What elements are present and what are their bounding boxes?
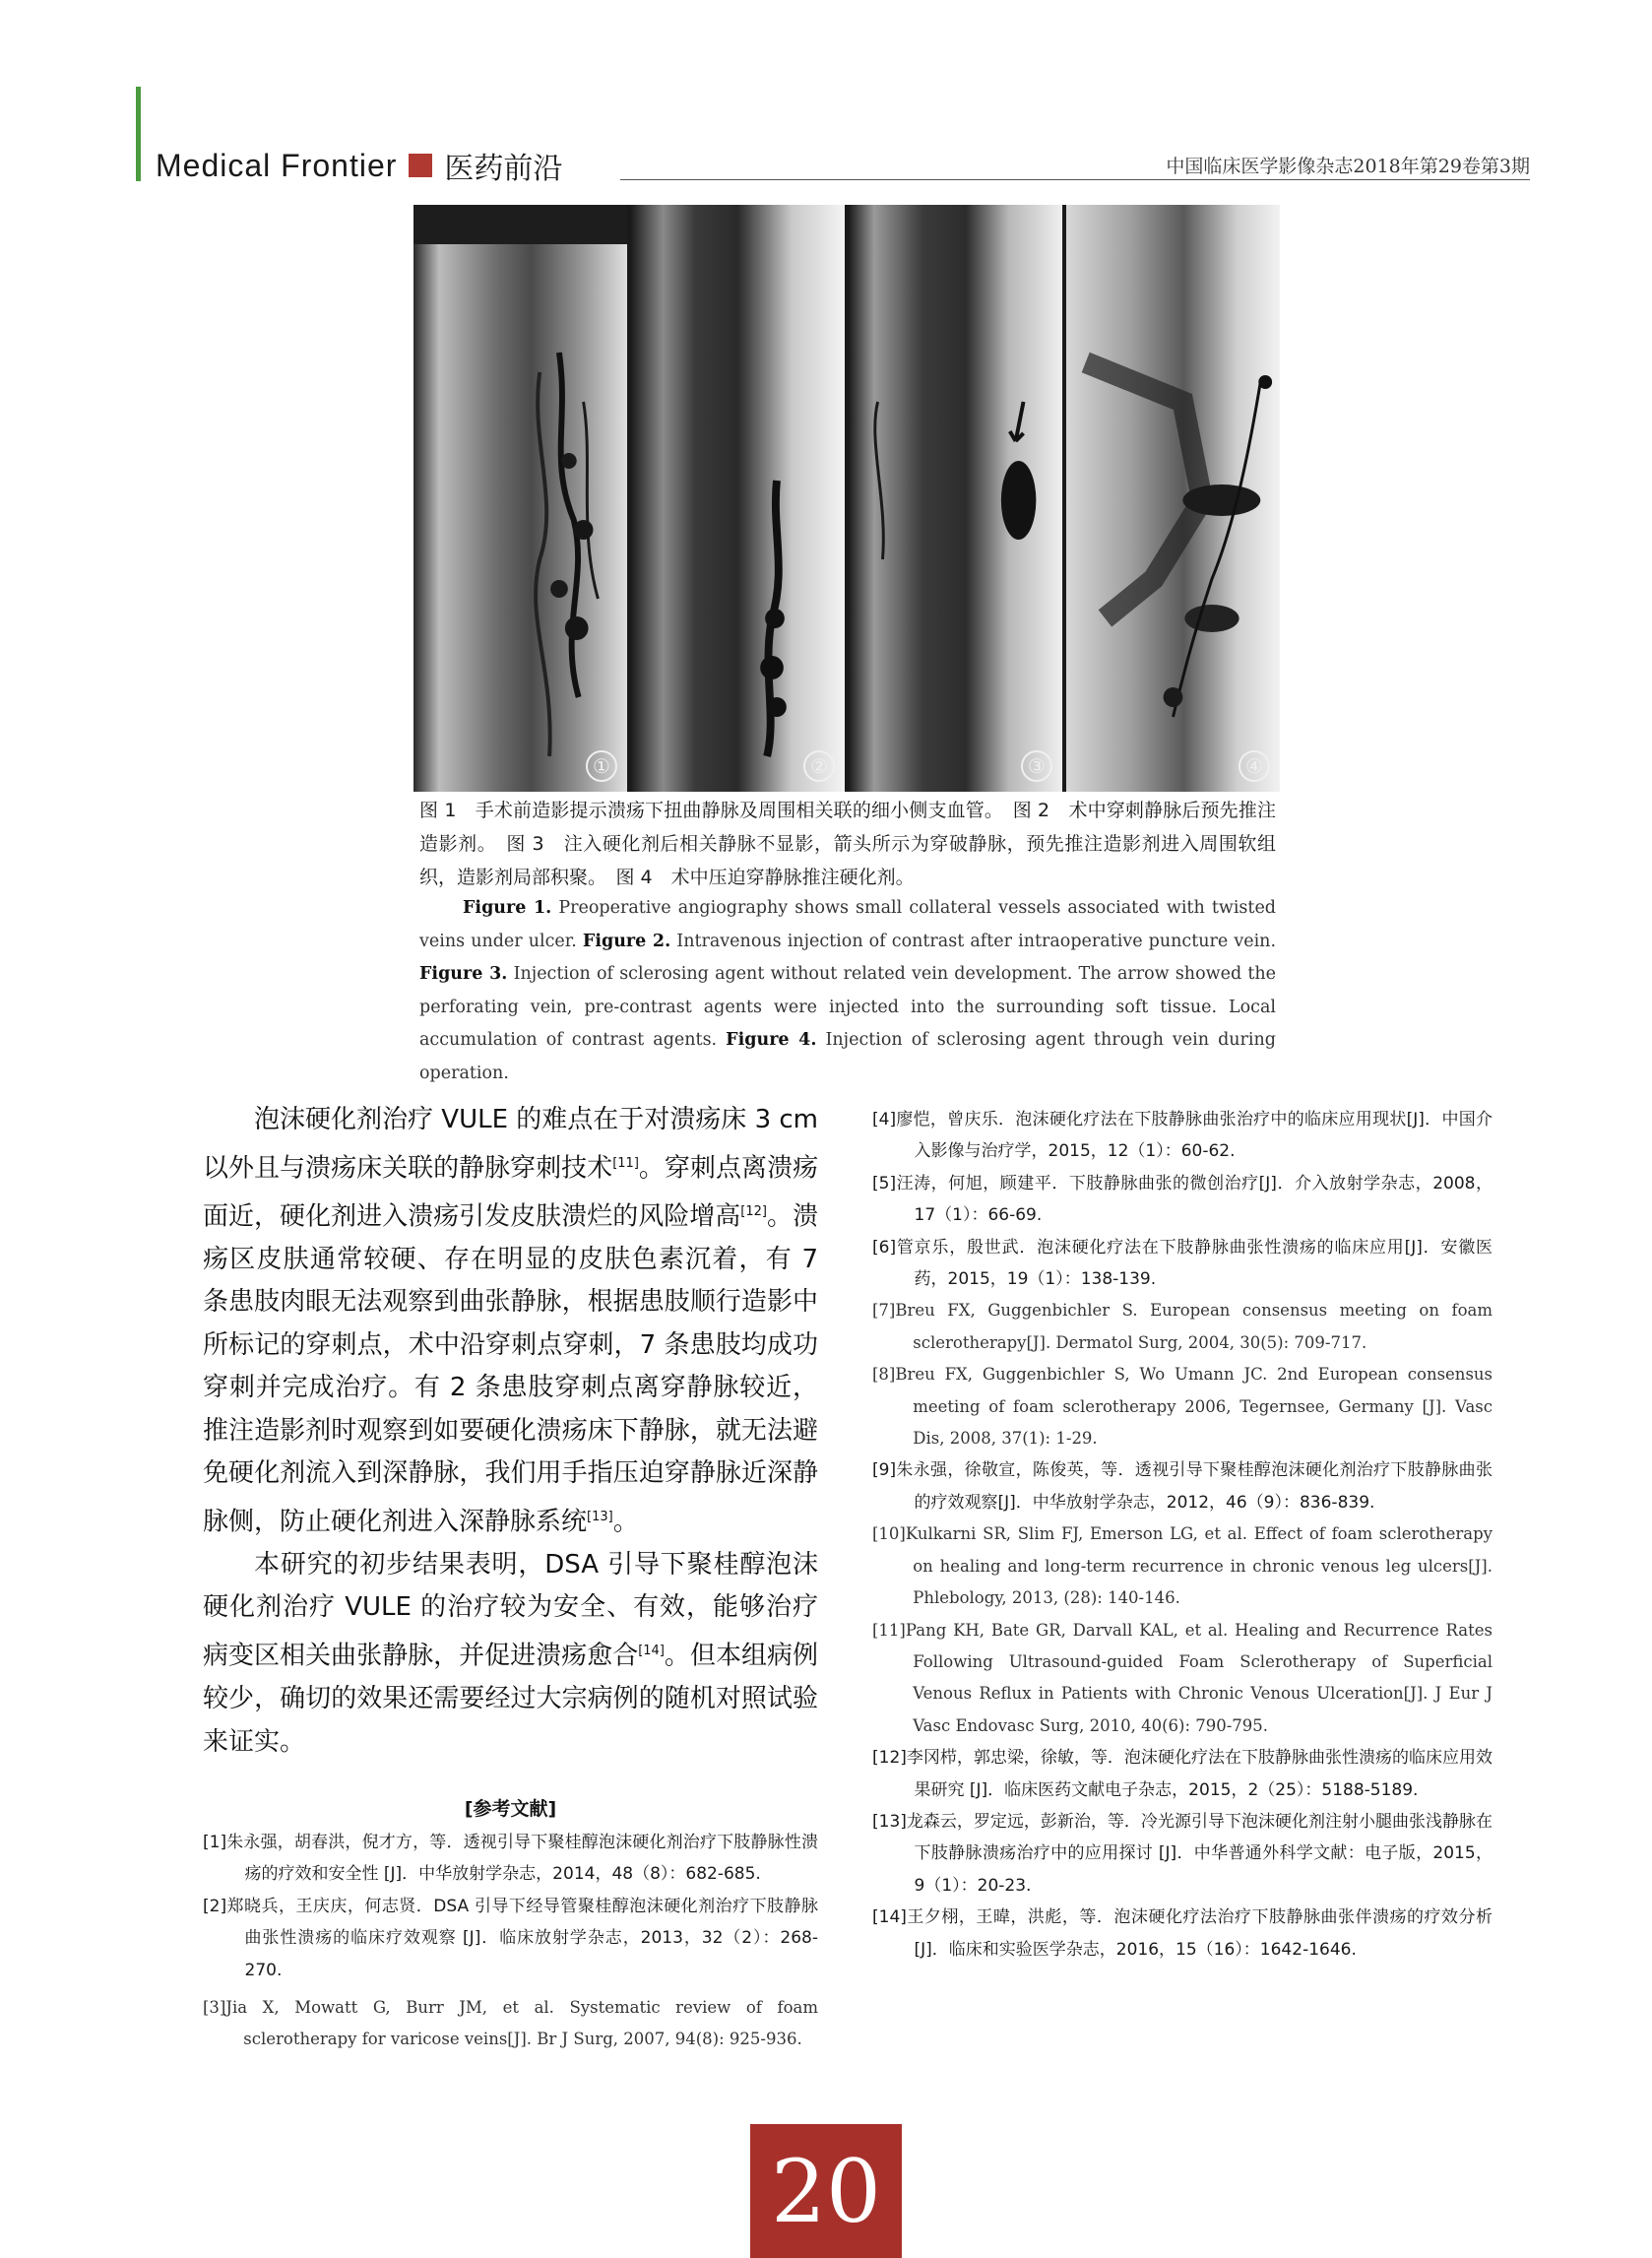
reference-8: [8]Breu FX, Guggenbichler S, Wo Umann JC. 2nd European consensus meeting of foam sclerotherapy 2006, Tegernsee, Germany [J]. Vasc Dis, 2008, 37(1): 1-29.	[872, 1365, 1493, 1449]
figure-panel-3	[849, 205, 1062, 792]
caption-text-fig2: Intravenous injection of contrast after intraoperative puncture vein.	[670, 931, 1277, 951]
reference-4: [4]廖恺，曾庆乐．泡沫硬化疗法在下肢静脉曲张治疗中的临床应用现状[J]．中国介入影像与治疗学，2015，12（1）：60-62.	[872, 1110, 1493, 1162]
figure-panel-2	[631, 205, 845, 792]
reference-1: [1]朱永强，胡春洪，倪才方，等．透视引导下聚桂醇泡沫硬化剂治疗下肢静脉性溃疡的疗效和安全性 [J]．中华放射学杂志，2014，48（8）：682-685.	[203, 1833, 818, 1885]
caption-text-fig3: Injection of sclerosing agent without related vein development. The arrow showed the perforating vein, pre-contrast agents were injected into the surrounding soft tissue. Local accumulation of contrast agents.	[419, 964, 1277, 1050]
reference-14: [14]王夕栩，王暐，洪彪，等．泡沫硬化疗法治疗下肢静脉曲张伴溃疡的疗效分析[J]．临床和实验医学杂志，2016，15（16）：1642-1646.	[872, 1907, 1493, 1960]
section-title-en: Medical Frontier	[156, 147, 398, 183]
reference-5: [5]汪涛，何旭，顾建平．下肢静脉曲张的微创治疗[J]．介入放射学杂志，2008，17（1）：66-69.	[872, 1173, 1493, 1226]
figure-caption-en	[419, 892, 1276, 1090]
references-column-left	[203, 1827, 818, 2056]
citation-13[interactable]: [13]	[587, 1509, 613, 1524]
angiogram-image-2	[631, 205, 845, 792]
p2-part-b: 。但本组病例较少，确切的效果还需要经过大宗病例的随机对照试验来证实。	[203, 1641, 818, 1757]
section-title-cn: 医药前沿	[444, 152, 563, 186]
reference-11: [11]Pang KH, Bate GR, Darvall KAL, et al. Healing and Recurrence Rates Following Ultrasound-guided Foam Sclerotherapy of Superficial Venous Reflux in Patients with Chronic Venous Ulceration[J]. J Eur J Vasc Endovasc Surg, 2010, 40(6): 790-795.	[872, 1620, 1493, 1735]
figure-caption-cn: 图 1 手术前造影提示溃疡下扭曲静脉及周围相关联的细小侧支血管。 图 2 术中穿刺静脉后预先推注造影剂。 图 3 注入硬化剂后相关静脉不显影，箭头所示为穿破静脉，预先推注造影剂进入周围软组织，造影剂局部积聚。 图 4 术中压迫穿静脉推注硬化剂。	[419, 800, 1276, 888]
p1-part-a: 泡沫硬化剂治疗 VULE 的难点在于对溃疡床 3 cm 以外且与溃疡床关联的静脉穿刺技术	[203, 1105, 818, 1184]
p1-part-b: 。穿刺点离溃疡面近，硬化剂进入溃疡引发皮肤溃烂的风险增高	[203, 1153, 818, 1232]
figure-panel-1	[413, 205, 627, 792]
p2-part-a: 本研究的初步结果表明，DSA 引导下聚桂醇泡沫硬化剂治疗 VULE 的治疗较为安全、有效，能够治疗病变区相关曲张静脉，并促进溃疡愈合	[203, 1549, 818, 1671]
p1-part-d: 。	[612, 1507, 639, 1537]
citation-12[interactable]: [12]	[740, 1203, 767, 1219]
caption-text-fig4: Injection of sclerosing agent through vein during operation.	[419, 1030, 1276, 1083]
caption-label-fig4: Figure 4.	[726, 1030, 817, 1050]
journal-title: 中国临床医学影像杂志2018年第29卷第3期	[1166, 156, 1530, 177]
caption-text-fig1: Preoperative angiography shows small collateral vessels associated with twisted veins under ulcer.	[419, 898, 1276, 951]
header-accent-bar	[136, 87, 141, 181]
citation-11[interactable]: [11]	[612, 1155, 639, 1171]
panel-label-1: ①	[586, 750, 617, 782]
panel-label-3: ③	[1021, 750, 1052, 782]
angiography-figure	[413, 205, 1280, 792]
angiogram-image-1	[413, 205, 627, 792]
reference-10: [10]Kulkarni SR, Slim FJ, Emerson LG, et al. Effect of foam sclerotherapy on healing and long-term recurrence in chronic venous leg ulcers[J]. Phlebology, 2013, (28): 140-146.	[872, 1524, 1493, 1608]
red-square-icon	[409, 154, 432, 177]
discussion-text	[203, 1099, 818, 1764]
reference-12: [12]李冈栉，郭忠梁，徐敏，等．泡沫硬化疗法在下肢静脉曲张性溃疡的临床应用效果研究 [J]．临床医药文献电子杂志，2015，2（25）：5188-5189.	[872, 1748, 1493, 1800]
figure-panel-4	[1066, 205, 1280, 792]
caption-label-fig3: Figure 3.	[419, 964, 508, 984]
reference-2: [2]郑晓兵，王庆庆，何志贤．DSA 引导下经导管聚桂醇泡沫硬化剂治疗下肢静脉曲张性溃疡的临床疗效观察 [J]．临床放射学杂志，2013，32（2）：268-270.	[203, 1896, 818, 1980]
section-heading	[156, 146, 562, 185]
angiogram-image-3	[849, 205, 1062, 792]
reference-3: [3]Jia X, Mowatt G, Burr JM, et al. Systematic review of foam sclerotherapy for varicose veins[J]. Br J Surg, 2007, 94(8): 925-936.	[203, 1998, 818, 2049]
caption-label-fig1: Figure 1.	[463, 898, 552, 918]
body-paragraph-1	[203, 1099, 818, 1544]
panel-label-2: ②	[803, 750, 835, 782]
body-paragraph-2	[203, 1544, 818, 1764]
reference-9: [9]朱永强，徐敬宣，陈俊英，等．透视引导下聚桂醇泡沫硬化剂治疗下肢静脉曲张的疗效观察[J]．中华放射学杂志，2012，46（9）：836-839.	[872, 1460, 1493, 1513]
reference-13: [13]龙森云，罗定远，彭新治，等．冷光源引导下泡沫硬化剂注射小腿曲张浅静脉在下肢静脉溃疡治疗中的应用探讨 [J]．中华普通外科学文献：电子版，2015，9（1）：20-23.	[872, 1811, 1493, 1896]
header-rule	[620, 179, 1530, 180]
references-column-right	[872, 1104, 1493, 1966]
angiogram-image-4	[1066, 205, 1280, 792]
p1-part-c: 。溃疡区皮肤通常较硬、存在明显的皮肤色素沉着，有 7 条患肢肉眼无法观察到曲张静脉，根据患肢顺行造影中所标记的穿刺点，术中沿穿刺点穿刺，7 条患肢均成功穿刺并完成治疗。有 2 条患肢穿刺点离穿静脉较近，推注造影剂时观察到如要硬化溃疡床下静脉，就无法避免硬化剂流入到深静脉，我们用手指压迫穿静脉近深静脉侧，防止硬化剂进入深静脉系统	[203, 1201, 818, 1537]
caption-label-fig2: Figure 2.	[582, 931, 671, 951]
reference-7: [7]Breu FX, Guggenbichler S. European consensus meeting on foam sclerotherapy[J]. Dermatol Surg, 2004, 30(5): 709-717.	[872, 1301, 1493, 1352]
references-heading: [参考文献]	[464, 1798, 557, 1820]
page-number: 20	[750, 2124, 902, 2258]
citation-14[interactable]: [14]	[638, 1643, 665, 1658]
panel-label-4: ④	[1239, 750, 1270, 782]
reference-6: [6]管京乐，殷世武．泡沫硬化疗法在下肢静脉曲张性溃疡的临床应用[J]．安徽医药，2015，19（1）：138-139.	[872, 1237, 1493, 1290]
